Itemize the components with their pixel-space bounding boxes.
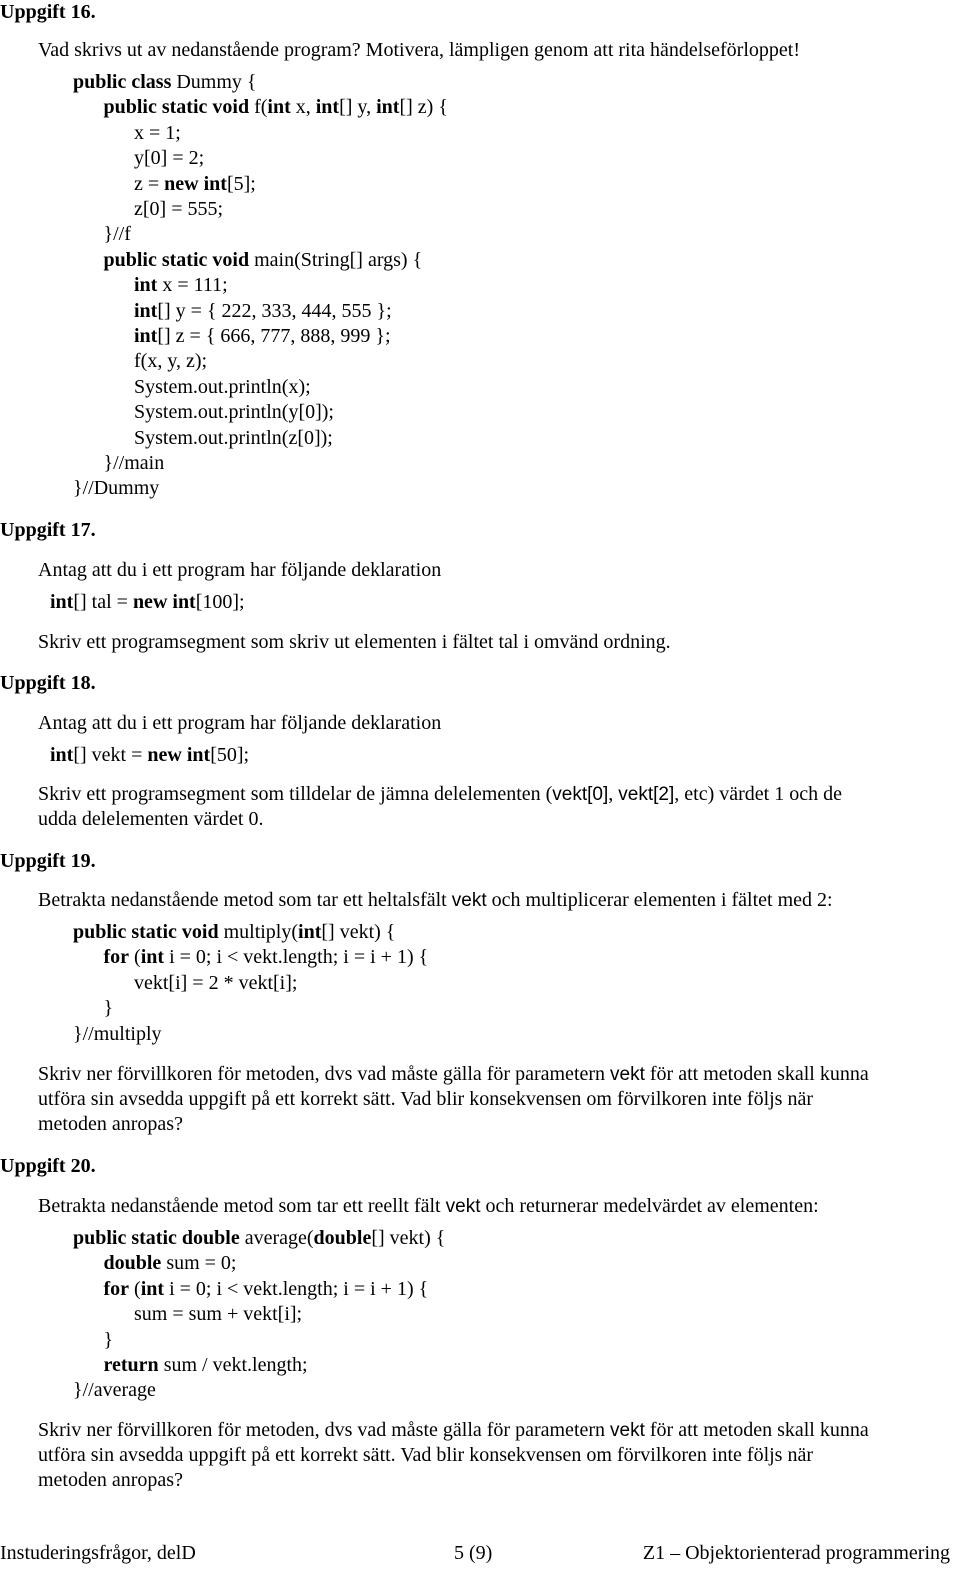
text-run: Skriv ett programsegment som tilldelar de jämna delelementen ( <box>38 783 553 805</box>
text-run: i = 0; i < vekt.length; i = i + 1) { <box>164 1277 429 1300</box>
text-run: och returnerar medelvärdet av elementen: <box>480 1195 819 1217</box>
text-line <box>38 1112 869 1137</box>
code-line <box>104 1277 429 1302</box>
code-line <box>134 400 334 425</box>
code-line <box>104 451 165 476</box>
code-keyword: public static void <box>103 96 250 119</box>
text-run: z = <box>134 172 165 195</box>
text-run: i = 0; i < vekt.length; i = i + 1) { <box>164 946 429 969</box>
text-run: multiply( <box>218 921 299 943</box>
text-run: Dummy { <box>171 71 257 93</box>
code-line <box>73 476 159 501</box>
footer-page-number: 5 (9) <box>454 1542 493 1564</box>
code-line <box>134 121 181 146</box>
code-line <box>73 1378 156 1403</box>
text-run: z[0] = 555; <box>134 198 224 220</box>
code-keyword: int <box>50 744 74 766</box>
text-run: x = 1; <box>134 121 181 144</box>
text-run: Skriv ner förvillkoren för metoden, dvs vad måste gälla för parametern <box>38 1063 611 1085</box>
code-line <box>134 349 207 374</box>
question-16: Vad skrivs ut av nedanstående program? Motivera, lämpligen genom att rita händelseförloppet! <box>38 39 800 61</box>
text-line <box>38 1087 869 1112</box>
text-line <box>38 1418 869 1443</box>
text-run: [] y, <box>339 96 377 119</box>
code-line <box>134 172 256 197</box>
text-run: y[0] = 2; <box>134 147 205 170</box>
code-line <box>104 248 423 273</box>
heading-uppgift-19: Uppgift 19. <box>0 850 96 872</box>
footer-course-label: Instuderingsfrågor, delD <box>0 1542 196 1564</box>
text-run: }//Dummy <box>73 477 160 500</box>
text-run: f( <box>249 96 268 119</box>
text-run: x, <box>290 96 316 119</box>
code-keyword: double <box>313 1227 372 1249</box>
text-run: , etc) värdet 1 och de <box>674 783 842 805</box>
code-line <box>73 1022 162 1047</box>
declaration-17 <box>50 590 245 615</box>
code-keyword: public static void <box>103 248 250 271</box>
text-run: ( <box>129 946 141 969</box>
code-line <box>134 146 204 171</box>
code-keyword: int <box>267 96 291 119</box>
text-run: för att metoden skall kunna <box>644 1419 869 1441</box>
task-19 <box>38 1062 869 1137</box>
text-run: och multiplicerar elementen i fältet med 2: <box>486 889 833 911</box>
text-line <box>38 1443 869 1468</box>
text-run: [] vekt = <box>73 744 148 766</box>
text-run: utföra sin avsedda uppgift på ett korrekt sätt. Vad blir konsekvensen om förvilkoren inte följs när <box>38 1088 813 1110</box>
heading-uppgift-17: Uppgift 17. <box>0 519 96 541</box>
code-line <box>134 971 297 996</box>
text-run: [5]; <box>226 172 256 195</box>
code-keyword: new int <box>132 591 196 613</box>
code-line <box>104 996 114 1021</box>
code-keyword: int <box>298 921 322 943</box>
code-line <box>73 70 257 95</box>
text-run: [] y = { 222, 333, 444, 555 }; <box>157 299 392 322</box>
text-run: System.out.println(z[0]); <box>134 426 333 449</box>
text-run: utföra sin avsedda uppgift på ett korrekt sätt. Vad blir konsekvensen om förvilkoren inte följs när <box>38 1444 813 1466</box>
code-keyword: public class <box>73 71 172 93</box>
text-run: main(String[] args) { <box>249 248 423 271</box>
code-keyword: public static void <box>73 921 219 943</box>
code-keyword: for <box>103 946 130 969</box>
code-keyword: int <box>50 591 74 613</box>
code-line <box>134 1302 302 1327</box>
code-line <box>73 1226 445 1251</box>
footer-course-title: Z1 – Objektorienterad programmering <box>642 1542 950 1564</box>
code-line <box>134 426 333 451</box>
text-run: [50]; <box>210 744 250 766</box>
code-keyword: new int <box>147 744 211 766</box>
code-keyword: int <box>140 946 165 969</box>
code-line <box>134 273 228 298</box>
text-run: [100]; <box>195 591 245 613</box>
text-line <box>38 782 842 807</box>
text-run: sum / vekt.length; <box>158 1354 308 1376</box>
identifier: vekt[0] <box>552 784 609 805</box>
text-line <box>38 807 842 832</box>
text-run: Betrakta nedanstående metod som tar ett reellt fält <box>38 1195 446 1217</box>
intro-19 <box>38 888 833 913</box>
heading-uppgift-16: Uppgift 16. <box>0 1 96 23</box>
heading-uppgift-20: Uppgift 20. <box>0 1155 96 1177</box>
text-run: metoden anropas? <box>38 1469 183 1491</box>
text-run: udda delelementen värdet 0. <box>38 808 264 830</box>
task-18 <box>38 782 842 832</box>
code-keyword: int <box>315 96 340 119</box>
declaration-18 <box>50 743 249 768</box>
intro-17: Antag att du i ett program har följande deklaration <box>38 559 442 581</box>
identifier: vekt <box>445 1196 481 1217</box>
text-run: [] z) { <box>399 96 448 119</box>
text-run: , <box>608 783 619 805</box>
intro-18: Antag att du i ett program har följande deklaration <box>38 712 442 734</box>
code-keyword: int <box>134 325 158 347</box>
text-run: för att metoden skall kunna <box>644 1063 869 1085</box>
code-line <box>104 222 131 247</box>
code-keyword: int <box>140 1277 165 1300</box>
heading-uppgift-18: Uppgift 18. <box>0 672 96 694</box>
text-run: } <box>103 997 114 1020</box>
text-run: [] vekt) { <box>371 1227 446 1249</box>
text-run: sum = 0; <box>161 1252 237 1275</box>
text-run: } <box>103 1328 114 1351</box>
text-run: Skriv ner förvillkoren för metoden, dvs vad måste gälla för parametern <box>38 1419 611 1441</box>
code-line <box>104 945 429 970</box>
text-run: x = 111; <box>157 274 228 297</box>
identifier: vekt[2] <box>618 784 675 805</box>
code-line <box>104 1353 308 1378</box>
code-line <box>73 920 395 945</box>
text-run: vekt[i] = 2 * vekt[i]; <box>134 971 298 994</box>
code-keyword: new int <box>164 172 227 195</box>
text-run: }//f <box>103 223 131 246</box>
code-keyword: return <box>103 1354 159 1376</box>
code-keyword: for <box>103 1277 130 1300</box>
text-run: f(x, y, z); <box>134 350 208 373</box>
code-line <box>134 299 392 324</box>
text-run: average( <box>239 1227 314 1249</box>
code-keyword: public static double <box>73 1227 240 1249</box>
text-run: }//multiply <box>73 1022 162 1045</box>
identifier: vekt <box>610 1064 645 1085</box>
text-run: [] tal = <box>73 591 133 613</box>
code-keyword: int <box>134 274 158 297</box>
text-run: ( <box>129 1277 141 1300</box>
code-line <box>104 1328 114 1353</box>
text-run: System.out.println(x); <box>134 375 311 398</box>
intro-20 <box>38 1194 819 1219</box>
text-run: System.out.println(y[0]); <box>134 401 334 424</box>
code-line <box>134 197 223 222</box>
task-20 <box>38 1418 869 1493</box>
code-keyword: int <box>134 299 158 322</box>
code-line <box>134 324 391 349</box>
text-run: [] vekt) { <box>321 921 396 943</box>
code-keyword: int <box>376 96 400 119</box>
text-run: Betrakta nedanstående metod som tar ett heltalsfält <box>38 889 452 911</box>
code-line <box>104 95 448 120</box>
identifier: vekt <box>610 1420 645 1441</box>
task-17: Skriv ett programsegment som skriv ut elementen i fältet tal i omvänd ordning. <box>38 631 671 653</box>
code-keyword: double <box>103 1252 162 1275</box>
identifier: vekt <box>451 890 487 911</box>
text-run: sum = sum + vekt[i]; <box>134 1303 303 1326</box>
code-line <box>134 375 311 400</box>
text-line <box>38 1062 869 1087</box>
text-run: [] z = { 666, 777, 888, 999 }; <box>157 325 391 347</box>
code-line <box>104 1251 237 1276</box>
text-run: }//main <box>103 452 165 474</box>
text-line <box>38 1468 869 1493</box>
text-run: }//average <box>73 1379 156 1402</box>
text-run: metoden anropas? <box>38 1113 183 1135</box>
